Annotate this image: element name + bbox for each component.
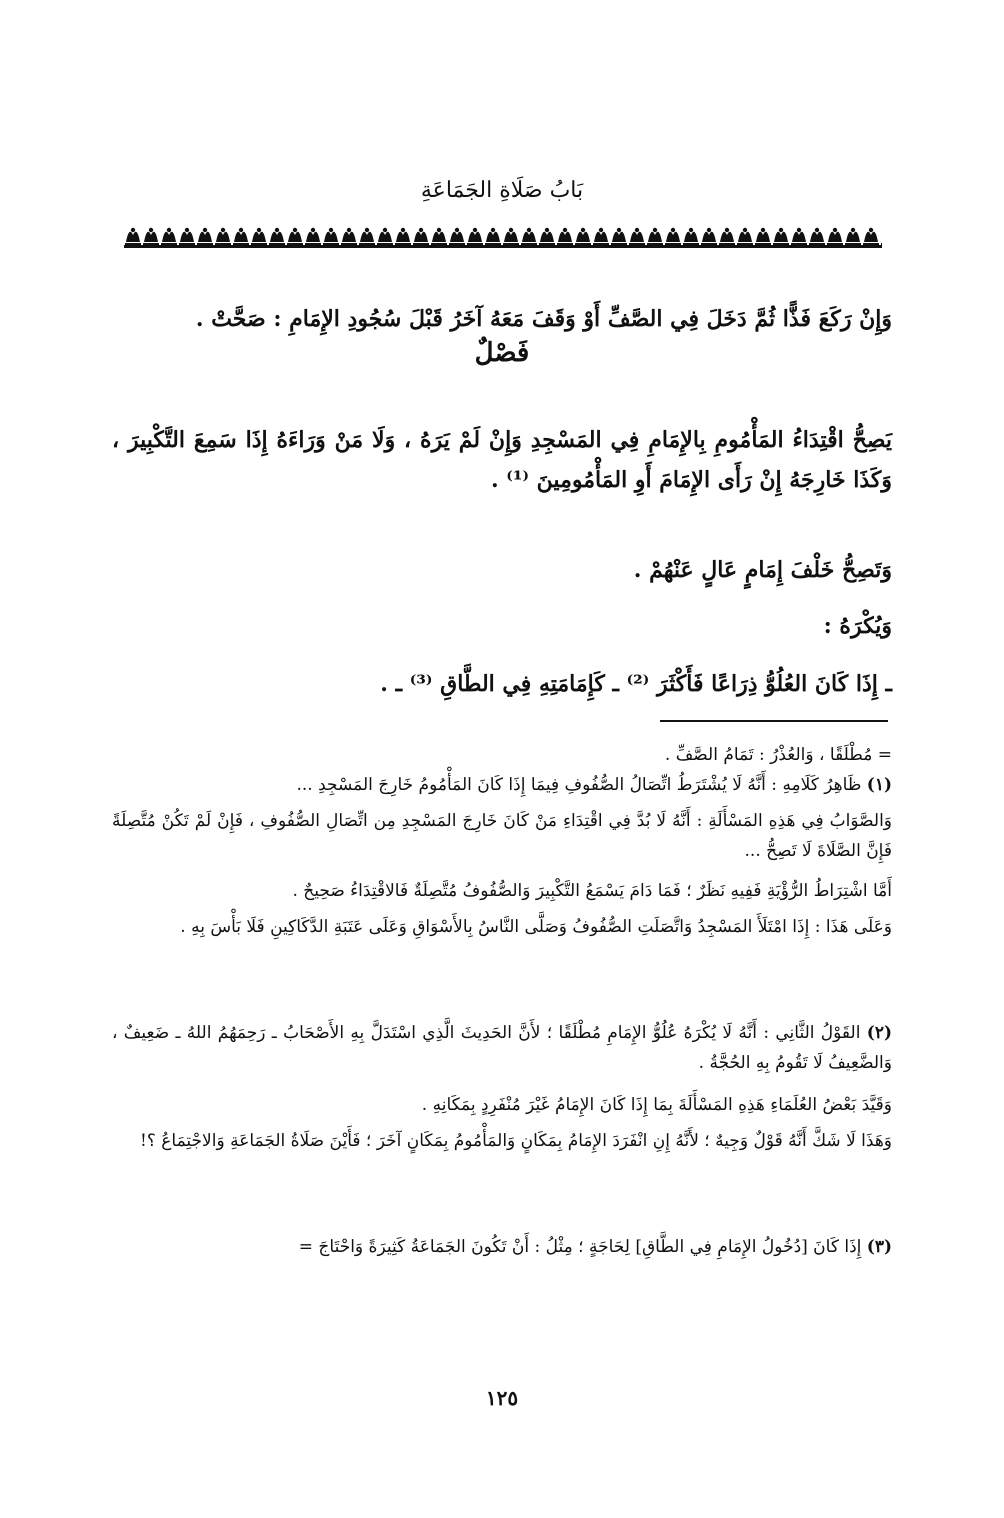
footnote-2-para-2: وَقَيَّدَ بَعْضُ العُلَمَاءِ هَذِهِ المَسْأَلَةَ بِمَا إِذَا كَانَ الإِمَامُ غَيْرَ مُنْفَرِدٍ بِمَكَانِهِ . [421,1095,892,1115]
footnote-2-para-3: وَهَذَا لَا شَكَّ أَنَّهُ قَوْلٌ وَجِيهٌ ؛ لأَنَّهُ إِنِ انْفَرَدَ الإِمَامُ بِمَكَانٍ وَالمَأْمُومُ بِمَكَانٍ آخَرَ ؛ فَأَيْنَ صَلَاةُ الجَمَاعَةِ وَالاجْتِمَاعُ ؟! [140,1131,892,1151]
footnote-1 [112,770,892,800]
footnote-3-text: إِذَا كَانَ [دُخُولُ الإِمَامِ فِي الطَّاقِ] لِحَاجَةٍ ؛ مِثْلُ : أَنْ تَكُونَ الجَمَاعَةُ كَثِيرَةً وَاحْتَاجَ = [298,1237,862,1257]
page-number: ١٢٥ [485,1386,519,1410]
footnote-1-para-4: وَعَلَى هَذَا : إِذَا امْتَلَأَ المَسْجِدُ وَاتَّصَلَتِ الصُّفُوفُ وَصَلَّى النَّاسُ بِالأَسْوَاقِ وَعَلَى عَتَبَةِ الدَّكَاكِينِ فَلَا بَأْسَ بِهِ . [180,917,892,937]
ornament-border [124,222,882,248]
footnote-1-para-2: وَالصَّوَابُ فِي هَذِهِ المَسْأَلَةِ : أَنَّهُ لَا بُدَّ فِي اقْتِدَاءِ مَنْ كَانَ خَارِجَ المَسْجِدِ مِن اتِّصَالِ الصُّفُوفِ ، فَإِنْ لَمْ تَكُنْ مُتَّصِلَةً فَإِنَّ الصَّلَاةَ لَا تَصِحُّ ... [112,811,892,861]
paragraph-3: وَيُكْرَهُ : [823,613,892,639]
footnote-number-2: (٢) [866,1023,892,1043]
footnote-continuation: = مُطْلَقًا ، وَالعُذْرُ : تَمَامُ الصَّفِّ . [664,745,892,765]
footnote-1-para-3: أَمَّا اشْتِرَاطُ الرُّؤْيَةِ فَفِيهِ نَظَرٌ ؛ فَمَا دَامَ يَسْمَعُ التَّكْبِيرَ وَالصُّفُوفُ مُتَّصِلَةٌ فَالاقْتِدَاءُ صَحِيحٌ . [292,881,892,901]
main-line-1: وَإِنْ رَكَعَ فَذًّا ثُمَّ دَخَلَ فِي الصَّفِّ أَوْ وَقَفَ مَعَهُ آخَرُ قَبْلَ سُجُودِ الإِمَامِ : صَحَّتْ . [195,306,892,332]
footnote-2 [112,1018,892,1078]
footnote-separator [660,720,888,722]
running-title: بَابُ صَلَاةِ الجَمَاعَةِ [420,178,584,203]
section-heading: فَصْلٌ [474,338,530,368]
paragraph-2: وَتَصِحُّ خَلْفَ إِمَامٍ عَالٍ عَنْهُمْ . [633,557,892,583]
footnote-2-text: القَوْلُ الثَّانِي : أَنَّهُ لَا يُكْرَهُ عُلُوُّ الإِمَامِ مُطْلَقًا ؛ لأَنَّ الحَدِيثَ الَّذِي اسْتَدَلَّ بِهِ الأَصْحَابُ ـ رَحِمَهُمُ اللهُ ـ ضَعِيفٌ ، وَالضَّعِيفُ لَا تَقُومُ بِهِ الحُجَّةُ . [112,1023,892,1073]
footnote-number-1: (١) [866,775,892,795]
footnote-1-text: ظَاهِرُ كَلَامِهِ : أَنَّهُ لَا يُشْتَرَطُ اتِّصَالُ الصُّفُوفِ فِيمَا إِذَا كَانَ المَأْمُومُ خَارِجَ المَسْجِدِ ... [296,775,862,795]
paragraph-1: يَصِحُّ اقْتِدَاءُ المَأْمُومِ بِالإِمَامِ فِي المَسْجِدِ وَإِنْ لَمْ يَرَهُ ، وَلَا مَنْ وَرَاءَهُ إِذَا سَمِعَ التَّكْبِيرَ ، وَكَذَا خَارِجَهُ إِنْ رَأَى الإِمَامَ أَوِ المَأْمُومِينَ ⁽¹⁾ . [112,427,892,493]
footnote-number-3: (٣) [866,1237,892,1257]
footnote-3 [112,1232,892,1262]
paragraph-4: ـ إِذَا كَانَ العُلُوُّ ذِرَاعًا فَأَكْثَرَ ⁽²⁾ ـ كَإِمَامَتِهِ فِي الطَّاقِ ⁽³⁾ ـ . [380,671,892,697]
